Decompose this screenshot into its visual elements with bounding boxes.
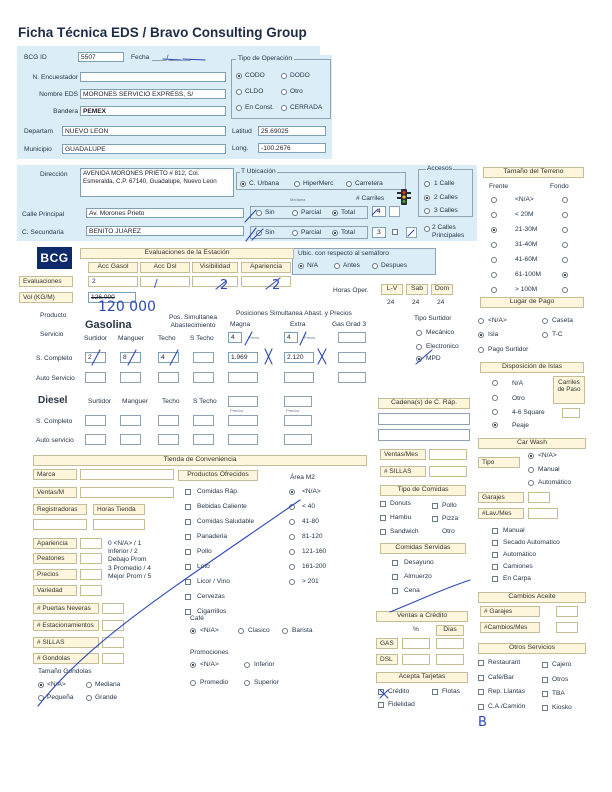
operacion-title: Tipo de Operación xyxy=(238,55,293,62)
pago-caseta-label: Caseta xyxy=(552,317,573,324)
tarjeta-credito-label: Crédito xyxy=(388,688,410,695)
credito-dias-header: Dias xyxy=(436,625,464,636)
diesel-title: Diesel xyxy=(38,395,68,406)
gas-col-gas-grad3: Gas Grad 3 xyxy=(332,321,367,328)
calle-secundaria-label: C. Secundaria xyxy=(22,229,64,236)
apariencia-header: Apariencia xyxy=(241,262,291,273)
municipio-field[interactable]: GUADALUPE xyxy=(62,144,226,154)
serv-tba-label: TBA xyxy=(552,690,565,697)
area-label: 81-120 xyxy=(302,533,323,540)
latitud-label: Latitud xyxy=(232,128,252,135)
cafe-barista-label: Barista xyxy=(292,627,313,634)
magna-precio-tiny-label: Precio xyxy=(248,335,260,340)
tarjeta-flotas-label: Flotas xyxy=(442,688,460,695)
gas-s-completo-manguer[interactable]: 8 xyxy=(120,352,141,363)
credito-dsl-label: DSL xyxy=(376,654,398,665)
gas-s-completo-label: S. Completo xyxy=(36,355,73,362)
producto-label: Cervezas xyxy=(197,593,225,600)
magna-precio-field[interactable]: 1.969 xyxy=(228,352,258,363)
calle-principal-label: Calle Principal xyxy=(22,211,65,218)
extra-precio-field[interactable]: 2.120 xyxy=(284,352,314,363)
car-wash-tipo-label: Tipo xyxy=(478,457,520,468)
surtidor-electronico-label: Electronico xyxy=(426,343,459,350)
gondola-pequena-label: Pequeña xyxy=(47,694,74,701)
median-secundaria-total-label: Total xyxy=(341,229,355,236)
accesos-3calles-label: 3 Calles xyxy=(434,207,458,214)
terreno-row-label: 41-60M xyxy=(515,256,538,263)
terreno-title: Tamaño del Terreno xyxy=(483,167,584,178)
cadenas-title: Cadena(s) de C. Ráp. xyxy=(378,398,470,409)
vol-field[interactable]: 126,000 xyxy=(88,292,136,303)
gas-col-extra: Extra xyxy=(290,321,306,328)
accesos-title: Accesos xyxy=(427,165,452,172)
servida-cena-label: Cena xyxy=(404,587,420,594)
bcg-id-field[interactable]: 5507 xyxy=(78,52,124,62)
lugar-pago-title: Lugar de Pago xyxy=(480,297,584,308)
producto-label: Producto xyxy=(40,312,67,319)
aceite-garajes-label: # Garajes xyxy=(480,606,540,617)
terreno-row-label: < 20M xyxy=(515,211,534,218)
visibilidad-header: Visibilidad xyxy=(192,262,238,273)
serv-kiosko-label: Kiosko xyxy=(552,704,572,711)
operacion-dodo-label: DODO xyxy=(290,72,310,79)
car-wash-service-label: Camiones xyxy=(503,563,533,570)
latitud-field[interactable]: 25.69025 xyxy=(258,126,326,136)
lav-mes-label: #Lav./Mes xyxy=(478,508,524,519)
car-wash-service-label: Secado Automatico xyxy=(503,539,560,546)
evaluaciones-title: Evaluaciones de la Estación xyxy=(80,248,294,259)
tipo-surtidor-title: Tipo Surtidor xyxy=(414,315,452,322)
dsl-col-techo: Techo xyxy=(162,398,180,405)
horas-tienda-label: Horas Tienda xyxy=(93,504,145,515)
dsl-auto-servicio-label: Auto servicio xyxy=(36,437,74,444)
tarjetas-title: Acepta Tarjetas xyxy=(376,672,468,683)
ubicacion-hipermerc-label: HiperMerc xyxy=(303,180,334,187)
area-label: <N/A> xyxy=(302,488,321,495)
producto-label: Cigarrillos xyxy=(197,608,227,615)
car-wash-na-label: <N/A> xyxy=(538,452,557,459)
otros-servicios-title: Otros Servicios xyxy=(478,643,586,654)
serv-cafe-bar-label: Café/Bar xyxy=(488,674,515,681)
servida-desayuno-label: Desayuno xyxy=(404,559,434,566)
direccion-label: Dirección xyxy=(40,171,68,178)
carriles-secundaria-field[interactable]: 3 xyxy=(372,227,386,238)
vol-handwritten: 120 000 xyxy=(98,299,156,315)
semaforo-antes-label: Antes xyxy=(343,262,360,269)
apariencia-tienda-label: Apariencia xyxy=(33,538,77,549)
page-title: Ficha Técnica EDS / Bravo Consulting Group xyxy=(18,25,307,40)
vol-label: Vol (KG/M) xyxy=(19,292,73,303)
promo-na-label: <N/A> xyxy=(200,661,219,668)
gas-pos-simultanea: Pos. Simultanea Abastecimiento xyxy=(168,314,217,329)
dsl-col-manguer: Manguer xyxy=(122,398,149,405)
semaforo-despues-label: Despues xyxy=(381,262,408,269)
magna-pos-field[interactable]: 4 xyxy=(228,332,242,343)
horario-lv-value[interactable]: 24 xyxy=(387,299,395,306)
productos-title: Productos Ofrecidos xyxy=(178,470,258,481)
semaforo-na-label: N/A xyxy=(307,262,318,269)
municipio-label: Municipio xyxy=(24,146,52,153)
median-secundaria-sin-label: Sin xyxy=(265,229,275,236)
cafe-clasico-label: Clasico xyxy=(248,627,270,634)
evaluaciones-label: Evaluaciones xyxy=(19,276,73,287)
terreno-row-label: <N/A> xyxy=(515,196,534,203)
dsl-precios-tiny-1: Precios xyxy=(230,408,244,413)
annotation-letter: B xyxy=(478,715,487,730)
longitud-field[interactable]: -100.2676 xyxy=(258,143,326,153)
area-label: < 40 xyxy=(302,503,316,510)
comida-pizza-label: Pizza xyxy=(442,515,459,522)
longitud-label: Long. xyxy=(232,145,249,152)
serv-restaurant-label: Restaurant xyxy=(488,659,521,666)
comida-pollo-label: Pollo xyxy=(442,502,457,509)
horario-dom-header: Dom xyxy=(431,284,453,295)
servida-almuerzo-label: Almuerzo xyxy=(404,573,432,580)
median-secundaria-parcial-label: Parcial xyxy=(301,229,322,236)
gas-auto-servicio-label: Auto Servicio xyxy=(36,375,75,382)
gas-col-manguer: Manguer xyxy=(118,335,145,342)
bcg-id-label: BCG ID xyxy=(24,54,47,61)
acc-gasol-field[interactable]: 2 xyxy=(88,276,138,287)
promo-superior-label: Superior xyxy=(254,679,279,686)
horario-lv-header: L-V xyxy=(381,284,403,295)
surtidor-mpd-label: MPD xyxy=(426,355,441,362)
surtidor-mecanico-label: Mecánico xyxy=(426,329,455,336)
departamento-field[interactable]: NUEVO LEON xyxy=(62,126,226,136)
fecha-value[interactable]: ____/______ xyxy=(152,54,191,61)
islas-otro-label: Otro xyxy=(512,395,525,402)
gondola-na-label: <N/A> xyxy=(47,681,66,688)
calle-principal-field[interactable]: Av. Morones Prieto xyxy=(86,208,244,218)
islas-peaje-label: Peaje xyxy=(512,422,529,429)
bcg-logo: BCG xyxy=(37,247,72,269)
terreno-row-label: 21-30M xyxy=(515,226,538,233)
credito-gas-label: GAS xyxy=(376,638,398,649)
registradoras-label: Registradoras xyxy=(33,504,87,515)
tamano-gondolas-title: Tamaño Gondolas xyxy=(38,668,92,675)
cafe-title: Café xyxy=(190,615,204,622)
gas-s-completo-techo[interactable]: 4 xyxy=(158,352,179,363)
terreno-row-label: 31-40M xyxy=(515,241,538,248)
islas-na-label: N/A xyxy=(512,380,523,387)
acc-gasol-header: Acc Gasol xyxy=(88,262,138,273)
producto-label: Comidas Saludable xyxy=(197,518,255,525)
accesos-2calles-label: 2 Calles xyxy=(434,194,458,201)
accesos-2principales-label: 2 Calles Principales xyxy=(432,224,465,239)
tarjeta-fidelidad-label: Fidelidad xyxy=(388,701,415,708)
nombre-eds-field[interactable]: MORONES SERVICIO EXPRESS, S/ xyxy=(80,89,226,99)
marca-label: Marca xyxy=(33,469,77,480)
precios-title: Posiciones Simultanea Abast. y Precios xyxy=(236,310,352,317)
gas-col-magna: Magna xyxy=(230,321,251,328)
terreno-frente-label: Frente xyxy=(489,183,509,190)
sillas-tienda-label: # SILLAS xyxy=(33,637,99,648)
median-principal-total-label: Total xyxy=(341,209,355,216)
gondola-mediana-label: Mediana xyxy=(95,681,121,688)
horas-oper-label: Horas Oper. xyxy=(333,287,369,294)
car-wash-service-label: Automático xyxy=(503,551,536,558)
carriles-label: # Carriles xyxy=(356,195,385,202)
tienda-title: Tienda de Conveniencia xyxy=(33,455,367,466)
gasolina-title: Gasolina xyxy=(85,319,132,331)
escala-text-2: 3 Promedio / 4 Mejor Prom / 5 xyxy=(108,565,152,580)
area-label: 41-80 xyxy=(302,518,319,525)
pago-na-label: <N/A> xyxy=(488,317,507,324)
horario-sab-value[interactable]: 24 xyxy=(412,299,420,306)
comida-sandwich-label: Sandwich xyxy=(390,528,419,535)
departamento-label: Departam xyxy=(24,128,53,135)
producto-label: Loto xyxy=(197,563,210,570)
disposicion-title: Disposición de Islas xyxy=(480,362,584,373)
area-label: 161-200 xyxy=(302,563,327,570)
pago-surtidor-label: Pago Surtidor xyxy=(488,346,529,353)
car-wash-service-label: En Carpa xyxy=(503,575,531,582)
cafe-na-label: <N/A> xyxy=(200,627,219,634)
gas-col-techo: Techo xyxy=(158,335,176,342)
aceite-cambios-label: #Cambios/Mes xyxy=(480,622,540,633)
peatones-label: Peatones xyxy=(33,553,77,564)
semaforo-title: Ubic. con respecto al semáforo xyxy=(298,250,389,257)
gondola-grande-label: Grande xyxy=(95,694,117,701)
fecha-label: Fecha xyxy=(131,54,150,61)
estacionamientos-label: # Estacionamientos xyxy=(33,620,99,631)
encuestador-label: N. Encuestador xyxy=(32,74,78,81)
dsl-s-completo-label: S. Completo xyxy=(36,418,73,425)
escala-text-1: 0 <N/A> / 1 Inferior / 2 Debajo Prom xyxy=(108,540,147,563)
extra-pos-field[interactable]: 4 xyxy=(284,332,298,343)
operacion-cldo-label: CLDO xyxy=(245,88,264,95)
ventas-mes-label: Ventas/Mes xyxy=(380,449,426,460)
bandera-field[interactable]: PEMEX xyxy=(80,106,226,116)
dsl-col-s-techo: S Techo xyxy=(193,398,217,405)
horario-sab-header: Sab xyxy=(406,284,428,295)
gas-col-s-techo: S Techo xyxy=(190,335,214,342)
variedad-label: Variedad xyxy=(33,585,77,596)
comida-hambu-label: Hambu xyxy=(390,514,412,521)
ventas-m-label: Ventas/M xyxy=(33,487,77,498)
ventas-credito-title: Ventas a Crédito xyxy=(376,611,468,622)
terreno-row-label: 61-100M xyxy=(515,271,542,278)
medianas-label: Mediana xyxy=(290,197,306,202)
cambios-aceite-title: Cambios Aceite xyxy=(478,592,586,603)
comida-donuts-label: Donuts xyxy=(390,500,411,507)
operacion-cerrada-label: CERRADA xyxy=(290,104,323,111)
car-wash-manual-label: Manual xyxy=(538,466,560,473)
operacion-codo-label: CODO xyxy=(245,72,265,79)
extra-precio-tiny-label: Precio xyxy=(304,335,316,340)
promo-promedio-label: Promedio xyxy=(200,679,229,686)
carriles-principal-field[interactable]: 4 xyxy=(372,206,386,217)
dsl-col-surtidor: Surtidor xyxy=(88,398,112,405)
dsl-precios-tiny-2: Precios xyxy=(286,408,300,413)
acc-dsl-handwritten: / xyxy=(154,277,158,290)
producto-label: Comidas Ráp. xyxy=(197,488,239,495)
median-principal-sin-label: Sin xyxy=(265,209,275,216)
apariencia-handwritten: 2 xyxy=(272,278,281,293)
direccion-field[interactable]: AVENIDA MORONES PRIETO # 812, Col. Esmeralda, C.P. 67140, Guadalupe, Nuevo Leon xyxy=(80,168,234,197)
car-wash-auto-label: Automático xyxy=(538,479,571,486)
terreno-row-label: > 100M xyxy=(515,286,538,293)
serv-camion-label: C.A./Camión xyxy=(488,703,526,710)
area-title: Área M2 xyxy=(290,474,315,481)
ubicacion-urbana-label: C. Urbana xyxy=(249,180,280,187)
serv-otros-label: Otros xyxy=(552,676,569,683)
producto-label: Bebidas Caliente xyxy=(197,503,247,510)
sillas-comidas-label: # SILLAS xyxy=(380,466,426,477)
producto-label: Licor / Vino xyxy=(197,578,230,585)
bandera-label: Bandera xyxy=(53,108,78,115)
operacion-otro-label: Otro xyxy=(290,88,303,95)
visibilidad-handwritten: 2 xyxy=(220,278,229,293)
servicio-label: Servicio xyxy=(40,331,64,338)
car-wash-garajes-label: Garajes xyxy=(478,492,524,503)
nombre-eds-label: Nombre EDS xyxy=(39,91,78,98)
median-principal-parcial-label: Parcial xyxy=(301,209,322,216)
gas-col-surtidor: Surtidor xyxy=(84,335,108,342)
producto-label: Pollo xyxy=(197,548,212,555)
accesos-1calle-label: 1 Calle xyxy=(434,180,455,187)
ubicacion-carretera-label: Carretera xyxy=(355,180,383,187)
pago-isla-label: Isla xyxy=(488,331,499,338)
car-wash-service-label: Manual xyxy=(503,527,525,534)
carriles-paso-header: Carriles de Paso xyxy=(553,376,585,404)
islas-square-label: 4-6 Square xyxy=(512,409,545,416)
promo-inferior-label: Inferior xyxy=(254,661,275,668)
promo-title: Promociones xyxy=(190,649,229,656)
tipo-comidas-title: Tipo de Comidas xyxy=(380,485,466,496)
serv-llantas-label: Rep. Llantas xyxy=(488,688,526,695)
producto-label: Panaderia xyxy=(197,533,228,540)
serv-cajero-label: Cajero xyxy=(552,661,572,668)
gondolas-label: # Gondolas xyxy=(33,653,99,664)
comidas-servidas-title: Comidas Servidas xyxy=(380,543,466,554)
comida-otro-label: Otro xyxy=(442,528,455,535)
terreno-fondo-label: Fondo xyxy=(550,183,569,190)
gas-s-completo-surtidor[interactable]: 2 xyxy=(85,352,106,363)
puertas-label: # Puertas Neveras xyxy=(33,603,99,614)
pago-tc-label: T-C xyxy=(552,331,563,338)
area-label: 121-160 xyxy=(302,548,327,555)
area-label: > 201 xyxy=(302,578,319,585)
acc-dsl-header: Acc Dsl xyxy=(140,262,190,273)
operacion-en-const-label: En Const. xyxy=(245,104,274,111)
credito-pct-label: % xyxy=(413,626,419,633)
calle-secundaria-field[interactable]: BENITO JUAREZ xyxy=(86,226,244,236)
tipo-ubicacion-title: T Ubicación xyxy=(241,168,276,175)
horario-dom-value[interactable]: 24 xyxy=(437,299,445,306)
car-wash-title: Car Wash xyxy=(478,438,586,449)
precios-tienda-label: Precios xyxy=(33,569,77,580)
